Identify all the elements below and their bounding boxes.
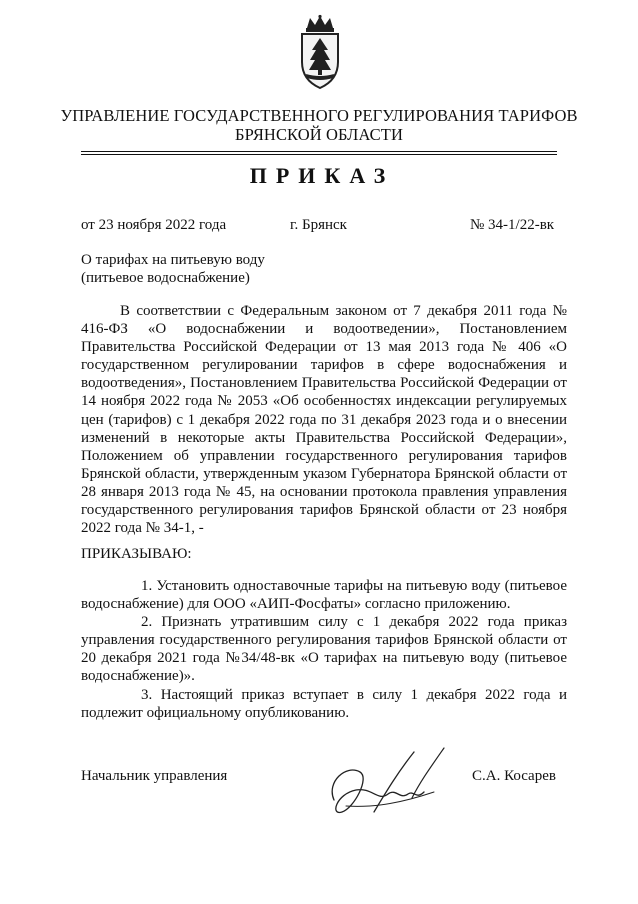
signatory-name: С.А. Косарев bbox=[472, 768, 556, 784]
organization-name-line2: БРЯНСКОЙ ОБЛАСТИ bbox=[235, 125, 403, 144]
coat-of-arms-icon bbox=[297, 14, 343, 90]
order-subject bbox=[81, 251, 265, 287]
subject-line2: (питьевое водоснабжение) bbox=[81, 270, 250, 286]
order-item-text: Настоящий приказ вступает в силу 1 декабря 2022 года и подлежит официальному опубликованию. bbox=[81, 686, 567, 721]
order-item-text: Установить одноставочные тарифы на питьевую воду (питьевое водоснабжение) для ООО «АИП-Фосфаты» согласно приложению. bbox=[81, 578, 567, 613]
order-item-text: Признать утратившим силу с 1 декабря 2022 года приказ управления государственного регулирования тарифов Брянской области от 20 декабря 2021 года №34/48-вк «О тарифах на питьевую воду (питьевое водоснабжение)». bbox=[81, 614, 567, 685]
order-item-number: 2. bbox=[141, 614, 153, 631]
order-item-number: 1. bbox=[141, 578, 153, 594]
order-number: № 34-1/22-вк bbox=[470, 217, 555, 233]
order-item bbox=[81, 577, 567, 613]
handwritten-signature bbox=[316, 742, 466, 822]
order-city: г. Брянск bbox=[290, 217, 347, 233]
header-rule-bottom bbox=[81, 154, 557, 155]
order-item bbox=[81, 686, 567, 722]
order-items-list bbox=[81, 577, 567, 722]
preamble-paragraph: В соответствии с Федеральным законом от 7 декабря 2011 года № 416-ФЗ «О водоснабжении и водоотведении», Постановлением Правительства Российской Федерации от 13 мая 2013 года № 406 «О государственном регулировании тарифов в сфере водоснабжения и водоотведения», Постановлением Правительства Российской Федерации от 14 ноября 2022 года № 2053 «Об особенностях индексации регулируемых цен (тарифов) с 1 декабря 2022 года по 31 декабря 2023 года и о внесении изменений в некоторые акты Правительства Российской Федерации», Положением об управлении государственного регулирования тарифов Брянской области, утвержденным указом Губернатора Брянской области от 28 января 2013 года № 45, на основании протокола правления управления государственного регулирования тарифов Брянской области от 23 ноября 2022 года № 34-1, - bbox=[81, 303, 567, 537]
order-date: от 23 ноября 2022 года bbox=[81, 217, 227, 233]
document-title: ПРИКАЗ bbox=[249, 163, 395, 188]
order-directive-word: ПРИКАЗЫВАЮ: bbox=[81, 546, 192, 562]
order-item-number: 3. bbox=[141, 686, 153, 703]
organization-name-line1: УПРАВЛЕНИЕ ГОСУДАРСТВЕННОГО РЕГУЛИРОВАНИЯ ТАРИФОВ bbox=[60, 106, 578, 125]
order-item bbox=[81, 613, 567, 685]
signatory-position: Начальник управления bbox=[81, 768, 228, 784]
subject-line1: О тарифах на питьевую воду bbox=[81, 252, 265, 268]
header-rule-top bbox=[81, 151, 557, 152]
